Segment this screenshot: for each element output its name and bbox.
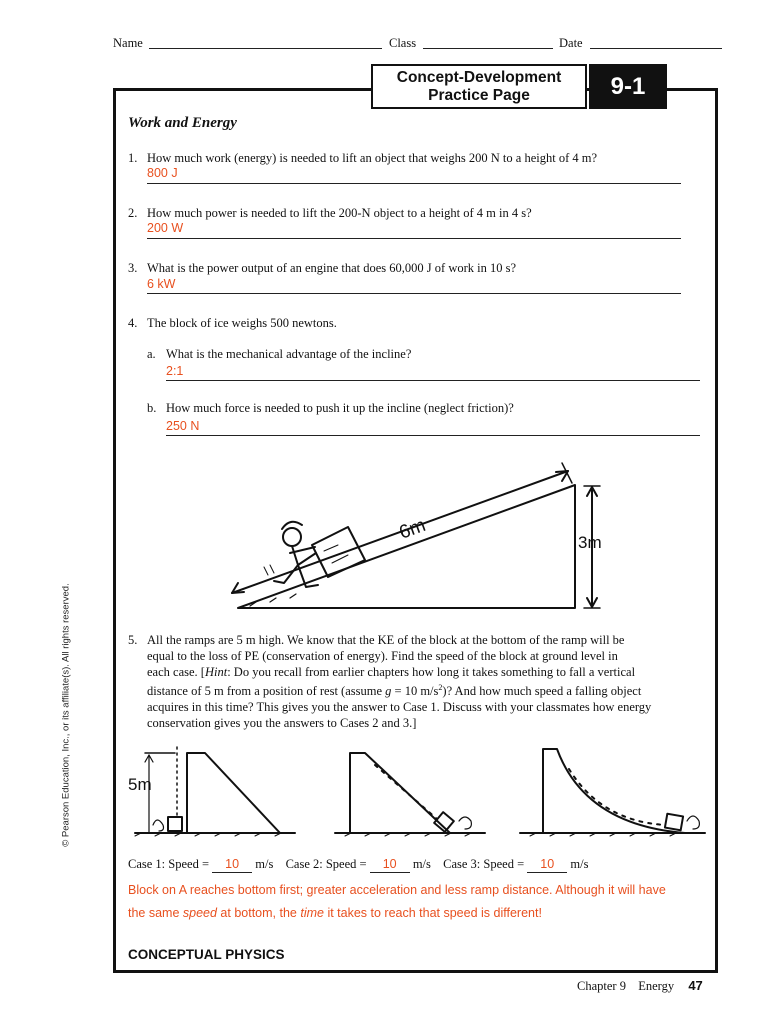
answer-line[interactable] bbox=[147, 238, 681, 239]
question-text: How much work (energy) is needed to lift an object that weighs 200 N to a height of 4 m? bbox=[147, 151, 598, 165]
ramp-height-label: 5m bbox=[128, 775, 152, 794]
section-title: Work and Energy bbox=[128, 115, 237, 131]
ramp-case-1 bbox=[187, 753, 280, 833]
page-footer bbox=[577, 978, 703, 994]
height-label: 3m bbox=[578, 533, 602, 552]
name-label: Name bbox=[113, 36, 143, 50]
answer-text: 200 W bbox=[147, 221, 184, 235]
answer-line[interactable] bbox=[147, 293, 681, 294]
page-number: 47 bbox=[688, 978, 703, 993]
case-unit: m/s bbox=[255, 857, 274, 871]
case-answer-field[interactable]: 10 bbox=[527, 856, 567, 873]
subquestion-text: What is the mechanical advantage of the incline? bbox=[166, 347, 412, 361]
question-text: How much power is needed to lift the 200-N object to a height of 4 m in 4 s? bbox=[147, 206, 532, 220]
date-label: Date bbox=[559, 36, 583, 50]
worksheet-number: 9-1 bbox=[589, 64, 667, 109]
question-text: What is the power output of an engine that does 60,000 J of work in 10 s? bbox=[147, 261, 517, 275]
question-number: 4. bbox=[128, 316, 138, 330]
ramp-case-3 bbox=[543, 749, 685, 833]
case-unit: m/s bbox=[570, 857, 589, 871]
chapter-label: Chapter 9 bbox=[577, 979, 626, 993]
block-case-3 bbox=[665, 814, 683, 831]
question-number: 2. bbox=[128, 206, 138, 220]
case-unit: m/s bbox=[412, 857, 431, 871]
incline-diagram bbox=[220, 455, 620, 620]
title-line-2: Practice Page bbox=[428, 87, 530, 104]
case-speeds-row bbox=[128, 856, 588, 873]
question-5-text: All the ramps are 5 m high. We know that the KE of the block at the bottom of the ramp will be equal to the loss of PE (conservation of energy). Find the speed of the block at ground level in each case. [Hint: Do you recall from earlier chapters how long it takes something to fall a vertical distance of 5 m from a position of rest (assume g = 10 $m/s^2$)? And how much speed a falling object acquires in this time? This gives you the answer to Case 1. Discuss with your classmates how energy conservation gives you the answers to Cases 2 and 3.] bbox=[147, 633, 652, 731]
explanation-text: Block on A reaches bottom first; greater acceleration and less ramp distance. Although it will have the same speed at bottom, the time it takes to reach that speed is different! bbox=[128, 883, 666, 920]
class-field[interactable] bbox=[423, 48, 553, 49]
copyright-text: © Pearson Education, Inc., or its affiliate(s). All rights reserved. bbox=[60, 583, 72, 847]
answer-line[interactable] bbox=[147, 183, 681, 184]
question-number: 3. bbox=[128, 261, 138, 275]
case-answer-field[interactable]: 10 bbox=[370, 856, 410, 873]
subquestion-letter: b. bbox=[147, 401, 157, 415]
subquestion-text: How much force is needed to push it up the incline (neglect friction)? bbox=[166, 401, 514, 415]
worksheet-title bbox=[371, 64, 587, 109]
case-label: Case 2: Speed = bbox=[285, 857, 367, 871]
book-title: CONCEPTUAL PHYSICS bbox=[128, 947, 285, 962]
answer-line[interactable] bbox=[166, 435, 700, 436]
case-label: Case 3: Speed = bbox=[443, 857, 525, 871]
question-number: 5. bbox=[128, 633, 138, 647]
block-case-1 bbox=[168, 817, 182, 831]
slope-label: 6m bbox=[396, 514, 429, 544]
answer-line[interactable] bbox=[166, 380, 700, 381]
subquestion-letter: a. bbox=[147, 347, 156, 361]
person-head bbox=[283, 528, 301, 546]
topic-label: Energy bbox=[638, 979, 675, 993]
class-label: Class bbox=[389, 36, 417, 50]
name-field[interactable] bbox=[149, 48, 382, 49]
ice-block bbox=[312, 527, 365, 577]
case-label: Case 1: Speed = bbox=[128, 857, 209, 871]
date-field[interactable] bbox=[590, 48, 722, 49]
answer-text: 6 kW bbox=[147, 277, 176, 291]
answer-text: 2:1 bbox=[166, 364, 184, 378]
answer-text: 800 J bbox=[147, 166, 178, 180]
answer-text: 250 N bbox=[166, 419, 200, 433]
question-text: The block of ice weighs 500 newtons. bbox=[147, 316, 337, 330]
title-line-1: Concept-Development bbox=[396, 69, 562, 86]
case-answer-field[interactable]: 10 bbox=[212, 856, 252, 873]
ramp-triangle bbox=[238, 485, 575, 608]
question-number: 1. bbox=[128, 151, 138, 165]
ramp-cases-diagram bbox=[125, 735, 715, 845]
